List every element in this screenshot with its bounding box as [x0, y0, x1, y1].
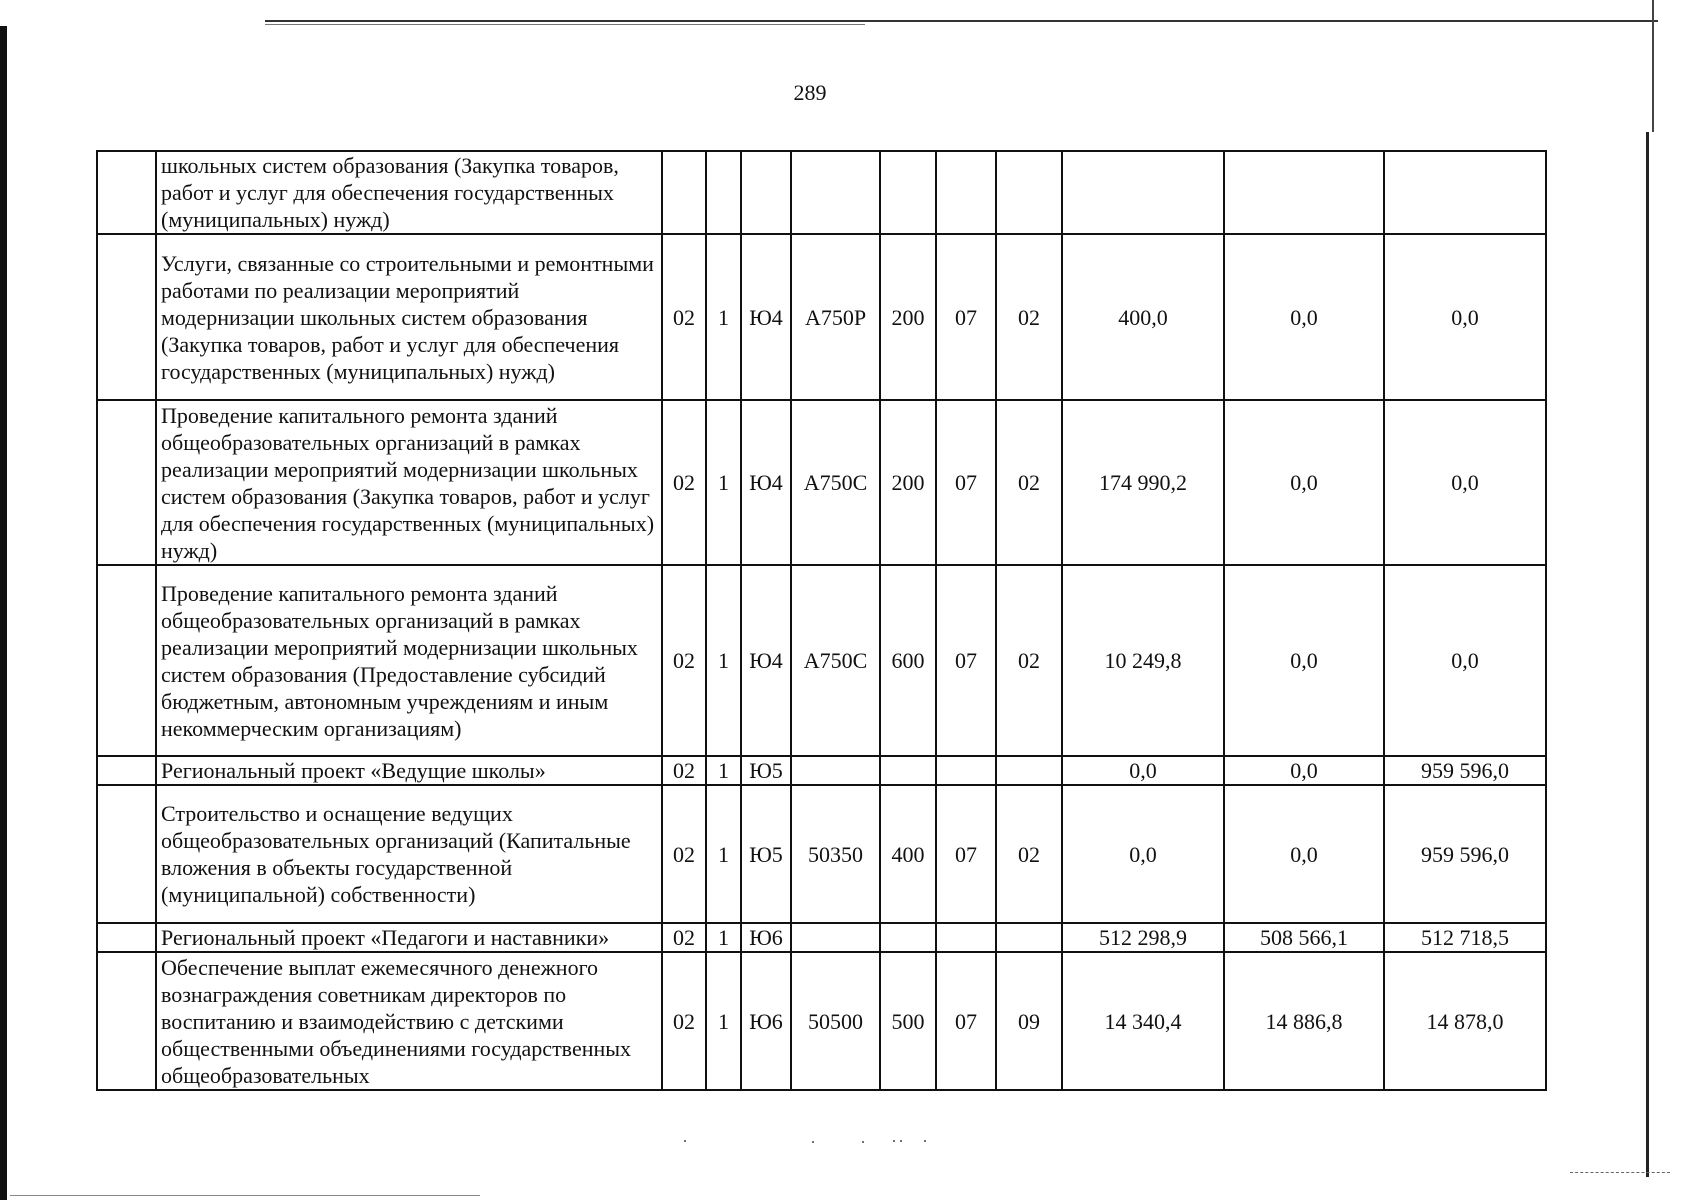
- table-row: [97, 923, 1546, 952]
- amount-year-2: 508 566,1: [1224, 923, 1384, 952]
- code-chapter: [936, 756, 996, 785]
- row-index-cell: [97, 400, 156, 565]
- amount-year-2: 0,0: [1224, 234, 1384, 400]
- scan-speck: [684, 1140, 686, 1142]
- table-row: [97, 756, 1546, 785]
- item-name: Обеспечение выплат ежемесячного денежного вознаграждения советникам директоров по воспитанию и взаимодействию с детскими общественными объединениями государственных общеобразовательных: [156, 952, 662, 1090]
- code-program: 1: [706, 785, 741, 923]
- scan-left-border: [0, 26, 7, 1200]
- row-index-cell: [97, 234, 156, 400]
- amount-year-1: 0,0: [1062, 785, 1224, 923]
- amount-year-1: 400,0: [1062, 234, 1224, 400]
- code-chapter: 07: [936, 785, 996, 923]
- amount-year-1: 14 340,4: [1062, 952, 1224, 1090]
- code-expense-type: 500: [880, 952, 936, 1090]
- code-program: [706, 151, 741, 234]
- amount-year-2: 14 886,8: [1224, 952, 1384, 1090]
- code-direction: А750С: [791, 400, 880, 565]
- code-section: 02: [662, 785, 706, 923]
- code-section: 02: [662, 234, 706, 400]
- amount-year-1: 0,0: [1062, 756, 1224, 785]
- code-project: Ю6: [741, 923, 791, 952]
- scan-speck: [812, 1141, 814, 1143]
- scan-speck: [924, 1140, 926, 1142]
- amount-year-2: 0,0: [1224, 785, 1384, 923]
- table-row: [97, 151, 1546, 234]
- scan-speck: [900, 1140, 902, 1142]
- scan-bottom-rule: [10, 1195, 480, 1196]
- code-expense-type: 200: [880, 400, 936, 565]
- item-name: Проведение капитального ремонта зданий общеобразовательных организаций в рамках реализации мероприятий модернизации школьных систем образования (Закупка товаров, работ и услуг для обеспечения государственных (муниципальных) нужд): [156, 400, 662, 565]
- code-subchapter: 02: [996, 565, 1062, 756]
- code-chapter: [936, 923, 996, 952]
- code-section: 02: [662, 923, 706, 952]
- code-program: 1: [706, 923, 741, 952]
- amount-year-3: 0,0: [1384, 565, 1546, 756]
- scan-right-rule-top: [1652, 0, 1654, 132]
- item-name: Проведение капитального ремонта зданий общеобразовательных организаций в рамках реализации мероприятий модернизации школьных систем образования (Предоставление субсидий бюджетным, автономным учреждениям и иным некоммерческим организациям): [156, 565, 662, 756]
- code-direction: [791, 923, 880, 952]
- code-section: 02: [662, 756, 706, 785]
- code-project: Ю6: [741, 952, 791, 1090]
- row-index-cell: [97, 952, 156, 1090]
- code-expense-type: [880, 151, 936, 234]
- code-section: 02: [662, 952, 706, 1090]
- table-row: [97, 952, 1546, 1090]
- code-program: 1: [706, 952, 741, 1090]
- amount-year-2: 0,0: [1224, 756, 1384, 785]
- amount-year-3: 512 718,5: [1384, 923, 1546, 952]
- code-subchapter: [996, 923, 1062, 952]
- code-direction: 50350: [791, 785, 880, 923]
- amount-year-3: 0,0: [1384, 400, 1546, 565]
- item-name: Региональный проект «Ведущие школы»: [156, 756, 662, 785]
- code-project: Ю4: [741, 565, 791, 756]
- code-chapter: [936, 151, 996, 234]
- code-project: [741, 151, 791, 234]
- code-section: [662, 151, 706, 234]
- item-name: школьных систем образования (Закупка товаров, работ и услуг для обеспечения государственных (муниципальных) нужд): [156, 151, 662, 234]
- code-direction: [791, 151, 880, 234]
- code-expense-type: 200: [880, 234, 936, 400]
- item-name: Строительство и оснащение ведущих общеобразовательных организаций (Капитальные вложения в объекты государственной (муниципальной) собственности): [156, 785, 662, 923]
- scan-speck: [862, 1141, 864, 1143]
- code-direction: А750С: [791, 565, 880, 756]
- code-direction: [791, 756, 880, 785]
- page-number: 289: [793, 80, 827, 105]
- table-row: [97, 565, 1546, 756]
- code-section: 02: [662, 565, 706, 756]
- row-index-cell: [97, 151, 156, 234]
- code-program: 1: [706, 234, 741, 400]
- item-name: Региональный проект «Педагоги и наставники»: [156, 923, 662, 952]
- table-row: [97, 234, 1546, 400]
- amount-year-2: 0,0: [1224, 400, 1384, 565]
- code-subchapter: [996, 756, 1062, 785]
- code-direction: А750Р: [791, 234, 880, 400]
- amount-year-3: 0,0: [1384, 234, 1546, 400]
- code-project: Ю5: [741, 785, 791, 923]
- amount-year-3: 959 596,0: [1384, 756, 1546, 785]
- code-section: 02: [662, 400, 706, 565]
- code-project: Ю4: [741, 400, 791, 565]
- code-project: Ю4: [741, 234, 791, 400]
- code-chapter: 07: [936, 400, 996, 565]
- code-subchapter: 02: [996, 234, 1062, 400]
- code-program: 1: [706, 400, 741, 565]
- code-subchapter: 02: [996, 785, 1062, 923]
- amount-year-3: 959 596,0: [1384, 785, 1546, 923]
- scan-top-rule: [265, 20, 1658, 22]
- row-index-cell: [97, 756, 156, 785]
- code-subchapter: 09: [996, 952, 1062, 1090]
- code-expense-type: 600: [880, 565, 936, 756]
- code-direction: 50500: [791, 952, 880, 1090]
- amount-year-1: 512 298,9: [1062, 923, 1224, 952]
- amount-year-2: 0,0: [1224, 565, 1384, 756]
- amount-year-2: [1224, 151, 1384, 234]
- scan-speck: [893, 1140, 895, 1142]
- code-program: 1: [706, 756, 741, 785]
- item-name: Услуги, связанные со строительными и ремонтными работами по реализации мероприятий модернизации школьных систем образования (Закупка товаров, работ и услуг для обеспечения государственных (муниципальных) нужд): [156, 234, 662, 400]
- code-program: 1: [706, 565, 741, 756]
- code-project: Ю5: [741, 756, 791, 785]
- table-row: [97, 785, 1546, 923]
- scan-right-rule: [1646, 132, 1649, 1177]
- code-chapter: 07: [936, 565, 996, 756]
- table-row: [97, 400, 1546, 565]
- scan-bottom-dash: [1570, 1172, 1670, 1173]
- code-expense-type: [880, 923, 936, 952]
- row-index-cell: [97, 785, 156, 923]
- scan-top-rule-thin: [265, 24, 865, 25]
- amount-year-1: 174 990,2: [1062, 400, 1224, 565]
- amount-year-3: 14 878,0: [1384, 952, 1546, 1090]
- amount-year-1: 10 249,8: [1062, 565, 1224, 756]
- code-subchapter: 02: [996, 400, 1062, 565]
- row-index-cell: [97, 923, 156, 952]
- row-index-cell: [97, 565, 156, 756]
- code-subchapter: [996, 151, 1062, 234]
- amount-year-3: [1384, 151, 1546, 234]
- code-expense-type: 400: [880, 785, 936, 923]
- code-expense-type: [880, 756, 936, 785]
- code-chapter: 07: [936, 952, 996, 1090]
- amount-year-1: [1062, 151, 1224, 234]
- budget-table: [96, 150, 1547, 1091]
- code-chapter: 07: [936, 234, 996, 400]
